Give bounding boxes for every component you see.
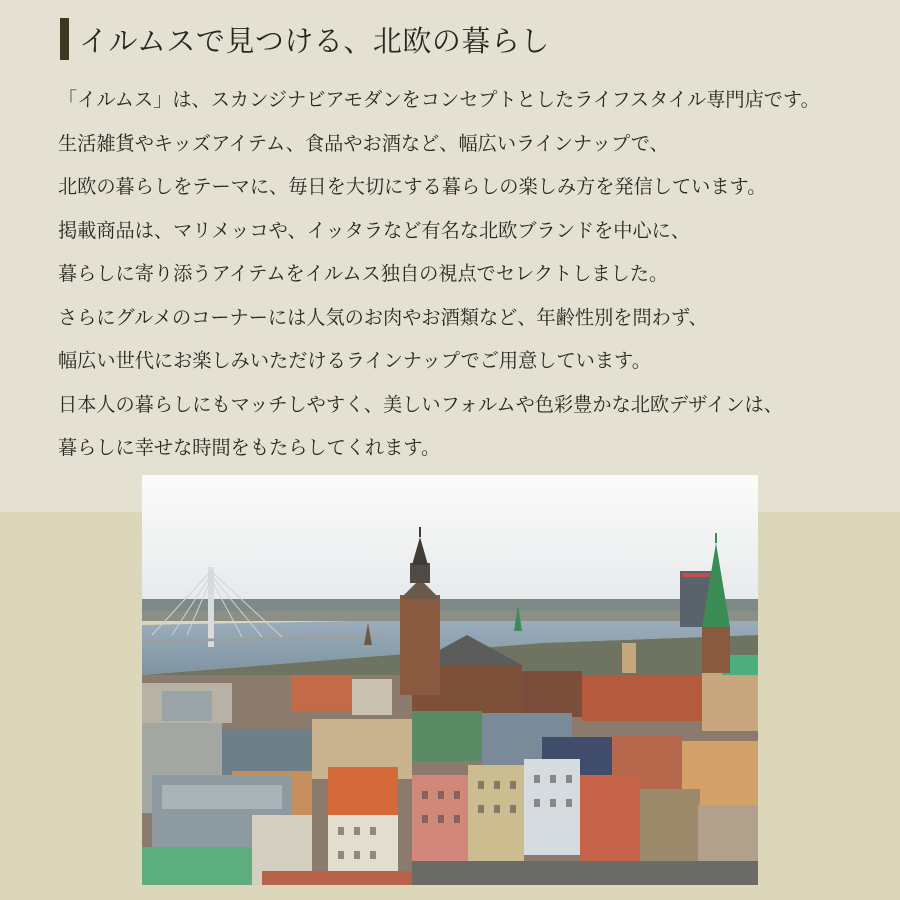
intro-line: 暮らしに寄り添うアイテムをイルムス独自の視点でセレクトしました。 — [58, 262, 669, 285]
intro-line: 幅広い世代にお楽しみいただけるラインナップでご用意しています。 — [58, 349, 651, 372]
intro-line: 「イルムス」は、スカンジナビアモダンをコンセプトとしたライフスタイル専門店です。 — [58, 88, 820, 111]
intro-line: 北欧の暮らしをテーマに、毎日を大切にする暮らしの楽しみ方を発信しています。 — [58, 175, 767, 198]
intro-line: 暮らしに幸せな時間をもたらしてくれます。 — [58, 436, 441, 459]
intro-line: さらにグルメのコーナーには人気のお肉やお酒類など、年齢性別を問わず、 — [58, 305, 708, 329]
intro-line: 日本人の暮らしにもマッチしやすく、美しいフォルムや色彩豊かな北欧デザインは、 — [58, 392, 783, 416]
section-heading — [60, 17, 550, 61]
intro-line: 掲載商品は、マリメッコや、イッタラなど有名な北欧ブランドを中心に、 — [58, 218, 691, 242]
page-title: イルムスで見つける、北欧の暮らし — [79, 23, 550, 58]
heading-accent-bar — [60, 18, 69, 60]
intro-line: 生活雑貨やキッズアイテム、食品やお酒など、幅広いラインナップで、 — [58, 131, 669, 155]
city-photo — [142, 475, 758, 885]
intro-paragraph — [58, 78, 878, 470]
